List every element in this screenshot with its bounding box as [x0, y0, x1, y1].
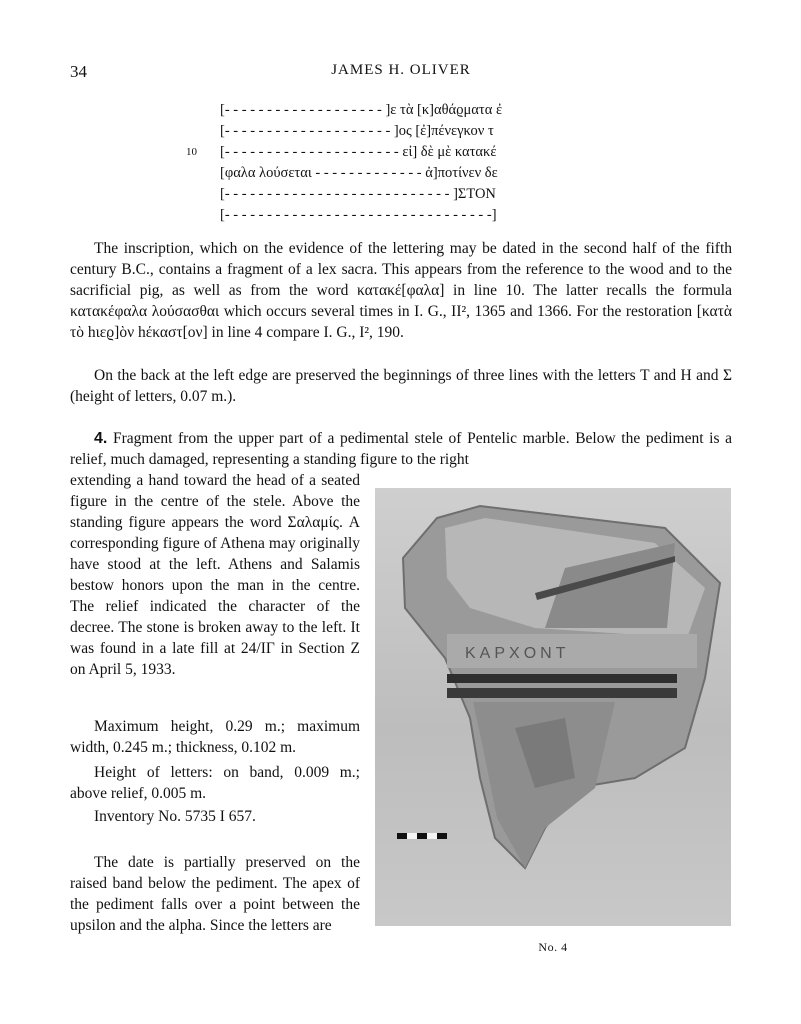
section-number: 4.: [94, 430, 108, 447]
paragraph-fragment-4-cont: extending a hand toward the head of a seated figure in the centre of the stele. Above the standing figure appears the word Σαλαμίς. A corresponding figure of Athena may originally have stood at the left. Athens and Salamis bestow honors upon the man in the centre. The relief indicated the character of the decree. The stone is broken away to the left. It was found in a late fill at 24/ΙΓ in Section Ζ on April 5, 1933.: [70, 472, 360, 678]
figure-caption: No. 4: [538, 940, 568, 954]
line-number: 10: [186, 146, 197, 158]
paragraph-date: The date is partially preserved on the raised band below the pediment. The apex of the pediment falls over a point between the upsilon and the alpha. Since the letters are: [70, 854, 360, 934]
inscription-line: [- - - - - - - - - - - - - - - - - - - - - - - - - - - - - - - -]: [220, 207, 497, 223]
paragraph-dating: The inscription, which on the evidence of the lettering may be dated in the second half of the fifth century B.C., contains a fragment of a lex sacra. This appears from the reference to the wood and to the sacrificial pig, as well as from the word κατακέ[φαλα] in line 10. The latter recalls the formula κατακέφαλα λούσασθαι which occurs several times in I. G., II², 1365 and 1366. For the restoration [κατὰ τὸ hιεϱ]ὸν hέκαστ[ον] in line 4 compare I. G., I², 190.: [70, 240, 732, 341]
inscription-line: [- - - - - - - - - - - - - - - - - - - - - - - - - - - ]ΣΤΟΝ: [220, 186, 496, 202]
paragraph-fragment-4: 4. Fragment from the upper part of a pedimental stele of Pentelic marble. Below the pediment is a relief, much damaged, representing a standing figure to the right: [70, 430, 733, 468]
stele-fragment-photo: [375, 488, 731, 926]
scale-bar: [397, 833, 447, 839]
inscription-text: [186, 100, 590, 226]
letter-heights: Height of letters: on band, 0.009 m.; above relief, 0.005 m.: [70, 764, 360, 802]
dimensions: Maximum height, 0.29 m.; maximum width, 0.245 m.; thickness, 0.102 m.: [70, 718, 360, 756]
inscription-line: [- - - - - - - - - - - - - - - - - - - ]ε τὰ [κ]αθάϱματα ἐ: [220, 102, 503, 118]
inscription-line: [φαλα λούσεται - - - - - - - - - - - - - ἀ]ποτίνεν δε: [220, 165, 498, 181]
band-inscription: ΚΑΡΧΟΝΤ: [465, 645, 570, 662]
inventory-number: Inventory No. 5735 I 657.: [94, 808, 256, 825]
inscription-line: 10 [- - - - - - - - - - - - - - - - - - - - - εἰ] δὲ μὲ κατακέ: [220, 142, 590, 163]
inscription-line: [- - - - - - - - - - - - - - - - - - - - ]ος [ἐ]πένεγκον τ: [220, 123, 494, 139]
page-header: [70, 62, 732, 86]
page-number: 34: [70, 62, 87, 81]
paragraph-back-side: On the back at the left edge are preserved the beginnings of three lines with the letters Τ and Η and Σ (height of letters, 0.07 m.).: [70, 367, 732, 405]
stele-fragment-image: [375, 488, 731, 926]
running-head: JAMES H. OLIVER: [331, 62, 471, 78]
